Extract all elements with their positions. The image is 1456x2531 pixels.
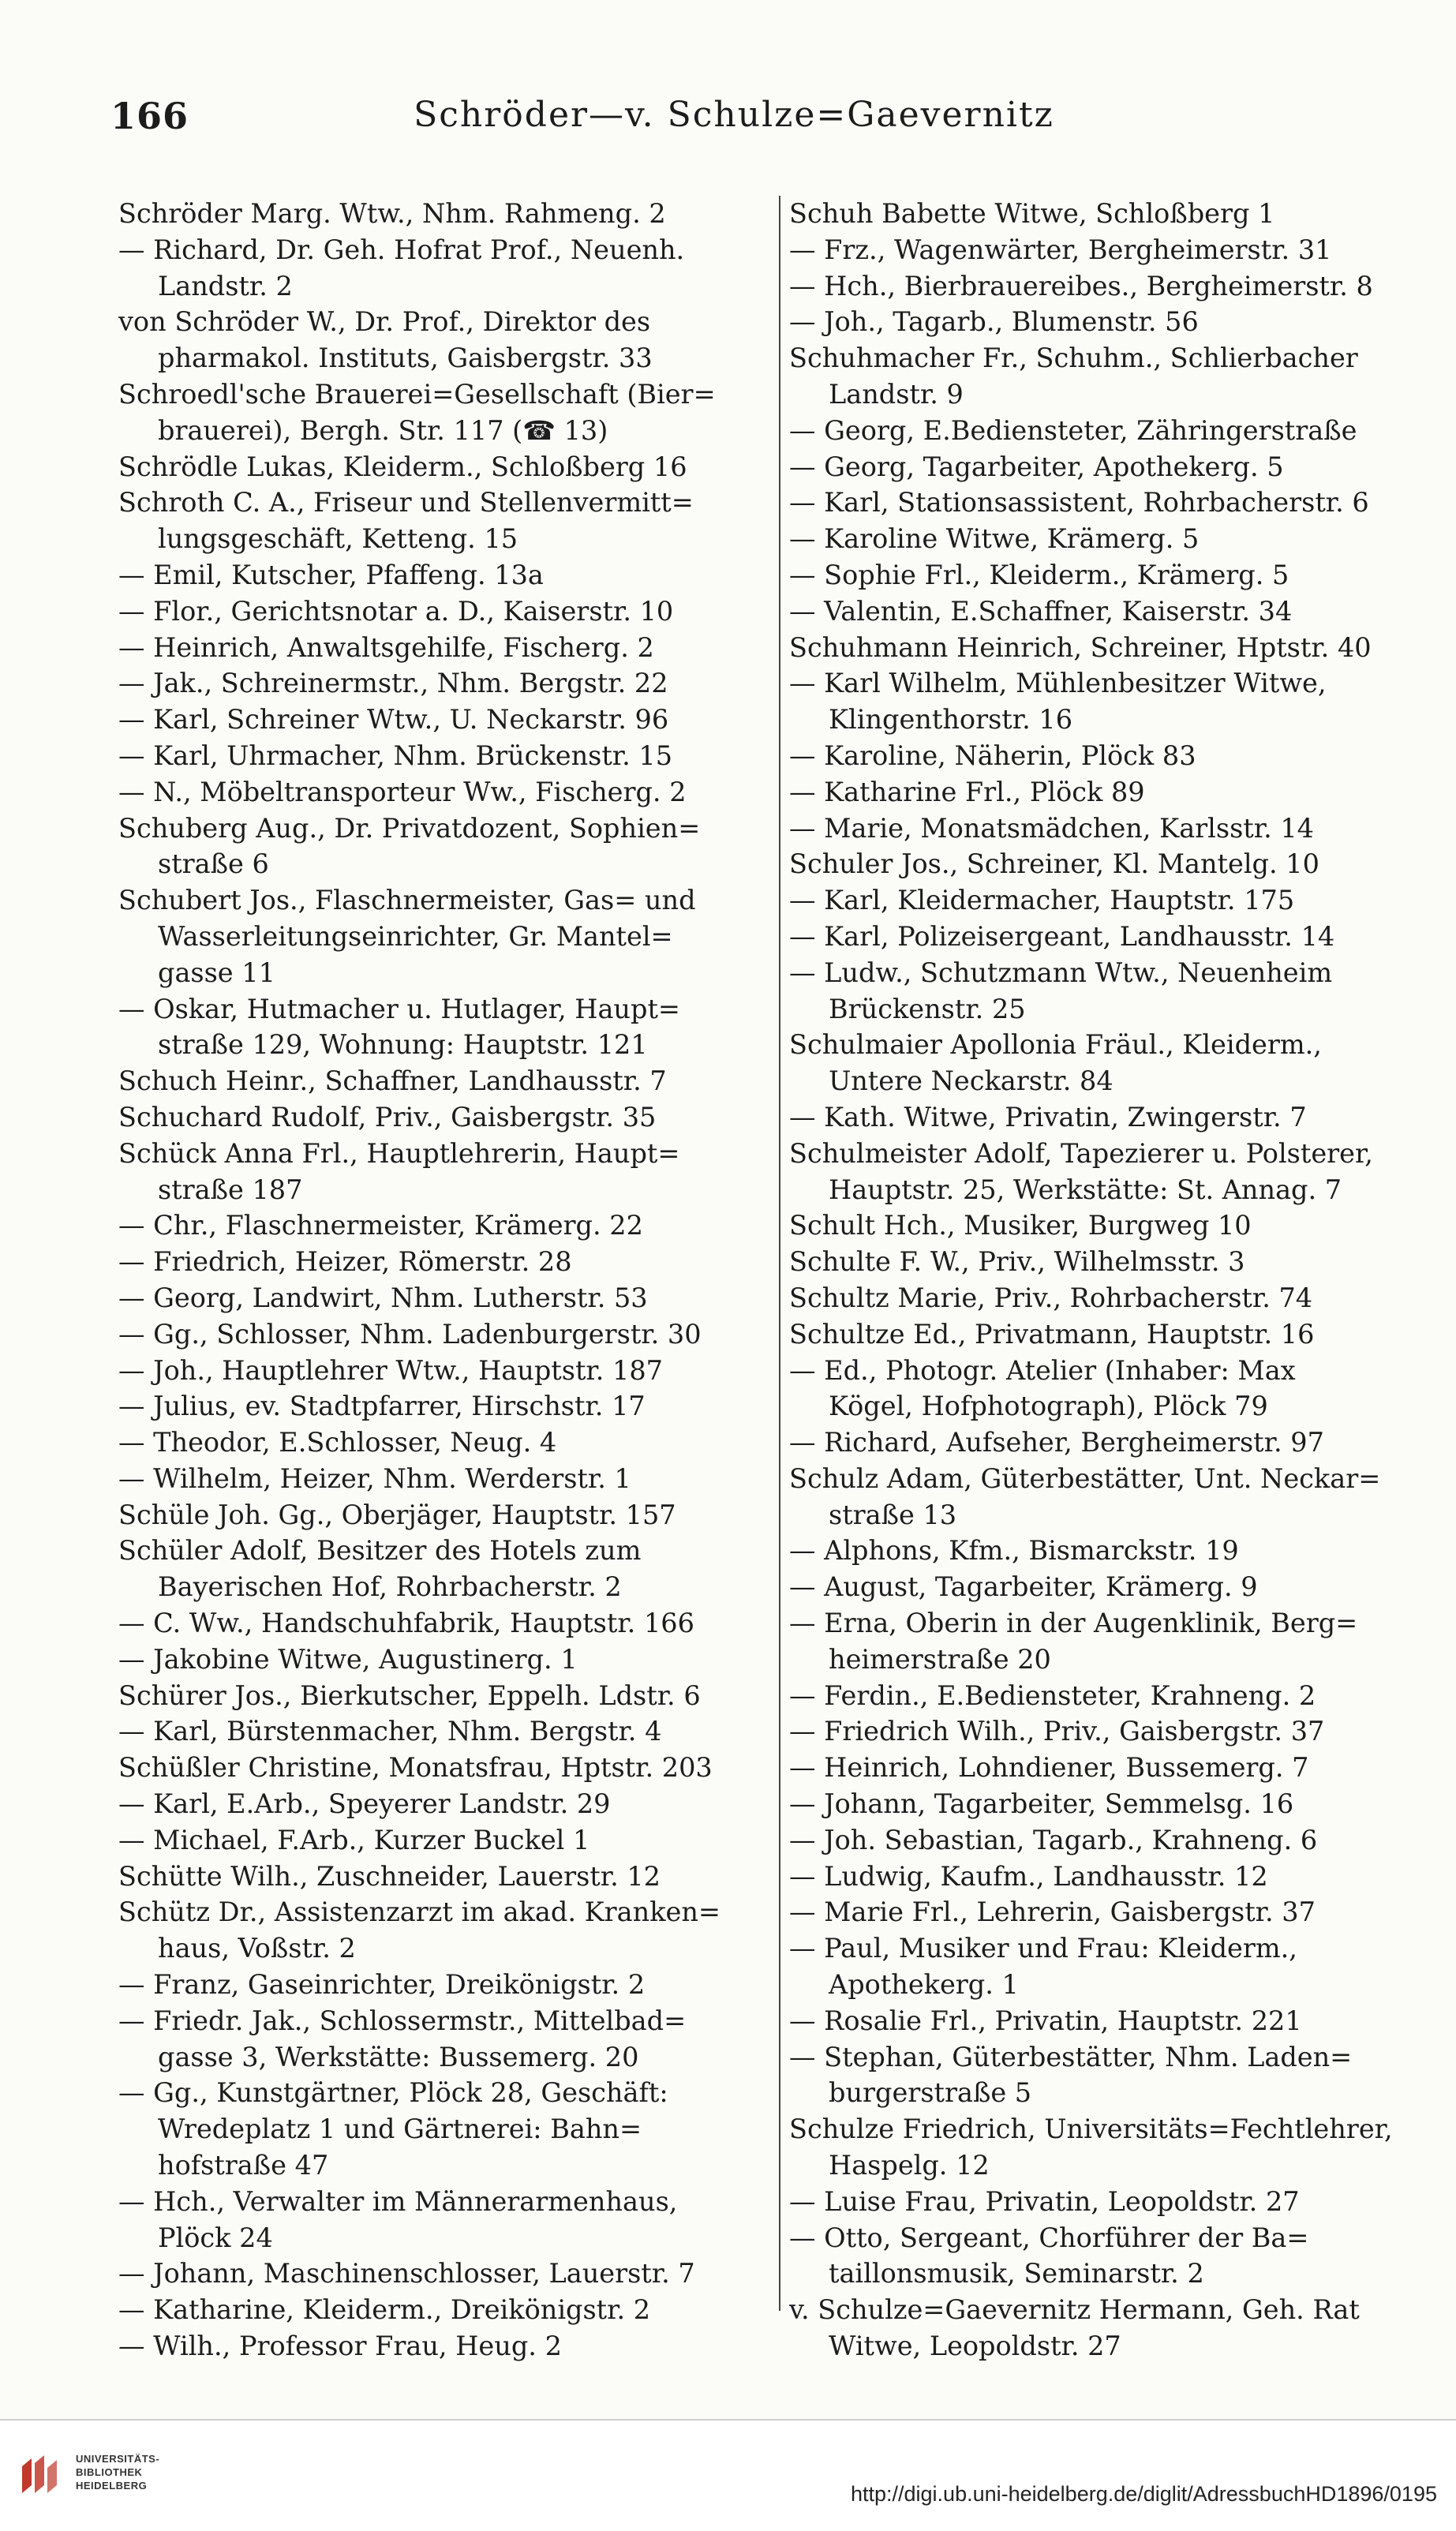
right-column [789, 196, 1417, 2364]
directory-entry-line: straße 6 [158, 848, 269, 880]
directory-entry-line: Witwe, Leopoldstr. 27 [829, 2331, 1121, 2362]
directory-entry-line: Wasserleitungseinrichter, Gr. Mantel= [158, 920, 673, 952]
directory-entry-line: — Jak., Schreinermstr., Nhm. Bergstr. 22 [118, 668, 668, 699]
directory-entry-line: — Rosalie Frl., Privatin, Hauptstr. 221 [789, 2005, 1302, 2036]
directory-entry-line: Schuh Babette Witwe, Schloßberg 1 [789, 198, 1275, 229]
directory-entry-line: burgerstraße 5 [829, 2077, 1032, 2109]
directory-entry-line: — Erna, Oberin in der Augenklinik, Berg= [789, 1608, 1358, 1639]
directory-entry-line: hofstraße 47 [158, 2150, 329, 2181]
directory-entry-line: — Oskar, Hutmacher u. Hutlager, Haupt= [118, 993, 680, 1024]
directory-entry-line: — Ludwig, Kaufm., Landhausstr. 12 [789, 1860, 1268, 1892]
directory-entry-line: Schroth C. A., Friseur und Stellenvermitt= [118, 487, 694, 519]
directory-entry-line: Landstr. 2 [158, 270, 293, 301]
directory-entry-line: Schütz Dr., Assistenzarzt im akad. Kranken= [118, 1896, 721, 1928]
directory-entry-line: — Julius, ev. Stadtpfarrer, Hirschstr. 17 [118, 1391, 646, 1422]
directory-entry-line: — Richard, Aufseher, Bergheimerstr. 97 [789, 1427, 1324, 1458]
left-column [118, 196, 773, 2364]
directory-entry-line: — C. Ww., Handschuhfabrik, Hauptstr. 166 [118, 1608, 694, 1639]
running-title: Schröder—v. Schulze=Gaevernitz [414, 95, 1054, 135]
directory-entry-line: Schultze Ed., Privatmann, Hauptstr. 16 [789, 1318, 1315, 1350]
library-logo-text [76, 2452, 159, 2492]
directory-entry-line: taillonsmusik, Seminarstr. 2 [829, 2258, 1204, 2290]
directory-entry-line: — Alphons, Kfm., Bismarckstr. 19 [789, 1535, 1239, 1567]
directory-entry-line: — Chr., Flaschnermeister, Krämerg. 22 [118, 1210, 643, 1241]
directory-entry-line: — Ferdin., E.Bediensteter, Krahneng. 2 [789, 1679, 1316, 1711]
directory-entry-line: — Gg., Kunstgärtner, Plöck 28, Geschäft: [118, 2077, 668, 2109]
directory-entry-line: — Gg., Schlosser, Nhm. Ladenburgerstr. 30 [118, 1318, 702, 1350]
directory-entry-line: straße 129, Wohnung: Hauptstr. 121 [158, 1029, 648, 1061]
directory-entry-line: — Katharine Frl., Plöck 89 [789, 776, 1145, 807]
directory-entry-line: von Schröder W., Dr. Prof., Direktor des [118, 306, 651, 338]
directory-entry-line: lungsgeschäft, Ketteng. 15 [158, 523, 518, 555]
directory-entry-line: Schüßler Christine, Monatsfrau, Hptstr. 203 [118, 1752, 713, 1784]
directory-entry-line: — Wilhelm, Heizer, Nhm. Werderstr. 1 [118, 1462, 631, 1494]
directory-entry-line: — Emil, Kutscher, Pfaffeng. 13a [118, 559, 544, 590]
directory-entry-line: — Richard, Dr. Geh. Hofrat Prof., Neuenh. [118, 234, 685, 265]
directory-entry-line: Schütte Wilh., Zuschneider, Lauerstr. 12 [118, 1860, 661, 1892]
directory-entry-line: — Franz, Gaseinrichter, Dreikönigstr. 2 [118, 1969, 646, 2001]
directory-entry-line: — Theodor, E.Schlosser, Neug. 4 [118, 1427, 557, 1458]
directory-entry-line: Schrödle Lukas, Kleiderm., Schloßberg 16 [118, 451, 687, 482]
directory-entry-line: Schürer Jos., Bierkutscher, Eppelh. Ldstr. 6 [118, 1679, 701, 1711]
directory-entry-line: — August, Tagarbeiter, Krämerg. 9 [789, 1571, 1258, 1603]
directory-entry-line: — Flor., Gerichtsnotar a. D., Kaiserstr. 10 [118, 595, 674, 627]
directory-entry-line: Kögel, Hofphotograph), Plöck 79 [829, 1391, 1268, 1422]
directory-entry-line: — Karoline, Näherin, Plöck 83 [789, 739, 1196, 771]
footer-bar [0, 2419, 1456, 2531]
directory-entry-line: — Heinrich, Anwaltsgehilfe, Fischerg. 2 [118, 631, 654, 663]
directory-entry-line: — Heinrich, Lohndiener, Bussemerg. 7 [789, 1752, 1309, 1784]
directory-entry-line: Schüle Joh. Gg., Oberjäger, Hauptstr. 157 [118, 1499, 676, 1530]
directory-entry-line: — Marie Frl., Lehrerin, Gaisbergstr. 37 [789, 1896, 1316, 1928]
directory-entry-line: — Karl Wilhelm, Mühlenbesitzer Witwe, [789, 668, 1327, 699]
directory-entry-line: Schüler Adolf, Besitzer des Hotels zum [118, 1535, 642, 1567]
directory-entry-line: — Johann, Maschinenschlosser, Lauerstr. 7 [118, 2258, 695, 2290]
directory-entry-line: Schult Hch., Musiker, Burgweg 10 [789, 1210, 1252, 1241]
directory-entry-line: Plöck 24 [158, 2222, 273, 2253]
directory-entry-line: Untere Neckarstr. 84 [829, 1065, 1114, 1097]
directory-entry-line: Schuch Heinr., Schaffner, Landhausstr. 7 [118, 1065, 667, 1097]
directory-entry-line: Schuberg Aug., Dr. Privatdozent, Sophien= [118, 812, 701, 844]
directory-entry-line: brauerei), Bergh. Str. 117 (☎ 13) [158, 414, 608, 446]
directory-entry-line: — Kath. Witwe, Privatin, Zwingerstr. 7 [789, 1101, 1307, 1133]
directory-entry-line: — Marie, Monatsmädchen, Karlsstr. 14 [789, 812, 1314, 844]
directory-entry-line: — Joh. Sebastian, Tagarb., Krahneng. 6 [789, 1824, 1318, 1855]
directory-entry-line: — Johann, Tagarbeiter, Semmelsg. 16 [789, 1788, 1294, 1820]
directory-entry-line: — Ed., Photogr. Atelier (Inhaber: Max [789, 1354, 1296, 1386]
directory-entry-line: Wredeplatz 1 und Gärtnerei: Bahn= [158, 2114, 642, 2145]
directory-entry-line: Schulz Adam, Güterbestätter, Unt. Neckar= [789, 1462, 1381, 1494]
directory-entry-line: — Luise Frau, Privatin, Leopoldstr. 27 [789, 2185, 1300, 2217]
directory-entry-line: — Friedrich Wilh., Priv., Gaisbergstr. 37 [789, 1716, 1325, 1747]
directory-entry-line: Schroedl'sche Brauerei=Gesellschaft (Bier= [118, 378, 716, 410]
directory-entry-line: Schultz Marie, Priv., Rohrbacherstr. 74 [789, 1282, 1313, 1313]
directory-entry-line: pharmakol. Instituts, Gaisbergstr. 33 [158, 343, 653, 374]
source-url-link[interactable]: http://digi.ub.uni-heidelberg.de/diglit/AdressbuchHD1896/0195 [850, 2482, 1437, 2506]
directory-entry-line: straße 187 [158, 1174, 303, 1205]
directory-entry-line: — Otto, Sergeant, Chorführer der Ba= [789, 2222, 1309, 2253]
directory-entry-line: — Sophie Frl., Kleiderm., Krämerg. 5 [789, 559, 1289, 590]
directory-entry-line: Brückenstr. 25 [829, 993, 1026, 1024]
page-header [110, 95, 1357, 158]
directory-entry-line: — Friedr. Jak., Schlossermstr., Mittelbad= [118, 2005, 687, 2036]
directory-entry-line: — Stephan, Güterbestätter, Nhm. Laden= [789, 2041, 1353, 2072]
directory-entry-line: gasse 11 [158, 957, 275, 988]
directory-entry-line: Schulmeister Adolf, Tapezierer u. Polsterer, [789, 1137, 1373, 1169]
directory-entry-line: — Karl, Kleidermacher, Hauptstr. 175 [789, 885, 1295, 916]
directory-entry-line: — Karl, Stationsassistent, Rohrbacherstr. 6 [789, 487, 1369, 519]
directory-entry-line: — Karl, Uhrmacher, Nhm. Brückenstr. 15 [118, 739, 673, 771]
directory-entry-line: heimerstraße 20 [829, 1643, 1051, 1675]
directory-entry-line: — Karl, Schreiner Wtw., U. Neckarstr. 96 [118, 704, 669, 736]
directory-entry-line: — Karoline Witwe, Krämerg. 5 [789, 523, 1200, 555]
directory-entry-line: Bayerischen Hof, Rohrbacherstr. 2 [158, 1571, 622, 1603]
directory-entry-line: — Frz., Wagenwärter, Bergheimerstr. 31 [789, 234, 1332, 265]
directory-entry-line: Schulmaier Apollonia Fräul., Kleiderm., [789, 1029, 1322, 1061]
library-logo-icon [14, 2451, 65, 2501]
directory-entry-line: — Ludw., Schutzmann Wtw., Neuenheim [789, 957, 1333, 988]
page-number: 166 [110, 95, 189, 137]
directory-entry-line: v. Schulze=Gaevernitz Hermann, Geh. Rat [789, 2294, 1360, 2326]
directory-entry-line: — Paul, Musiker und Frau: Kleiderm., [789, 1933, 1297, 1964]
directory-entry-line: — Karl, Polizeisergeant, Landhausstr. 14 [789, 920, 1335, 952]
directory-entry-line: Schuhmacher Fr., Schuhm., Schlierbacher [789, 343, 1358, 374]
directory-entry-line: — Katharine, Kleiderm., Dreikönigstr. 2 [118, 2294, 651, 2326]
directory-entry-line: — Joh., Tagarb., Blumenstr. 56 [789, 306, 1199, 338]
directory-entry-line: — Georg, Tagarbeiter, Apothekerg. 5 [789, 451, 1284, 482]
directory-entry-line: — Karl, E.Arb., Speyerer Landstr. 29 [118, 1788, 611, 1820]
directory-entry-line: Klingenthorstr. 16 [829, 704, 1073, 736]
directory-entry-line: Schück Anna Frl., Hauptlehrerin, Haupt= [118, 1137, 680, 1169]
directory-entry-line: Schubert Jos., Flaschnermeister, Gas= und [118, 885, 696, 916]
directory-entry-line: — N., Möbeltransporteur Ww., Fischerg. 2 [118, 776, 687, 807]
directory-entry-line: Landstr. 9 [829, 378, 964, 410]
directory-entry-line: — Joh., Hauptlehrer Wtw., Hauptstr. 187 [118, 1354, 663, 1386]
directory-entry-line: — Hch., Bierbrauereibes., Bergheimerstr. 8 [789, 270, 1373, 301]
logo-line: UNIVERSITÄTS- [76, 2453, 160, 2465]
directory-entry-line: Schulte F. W., Priv., Wilhelmsstr. 3 [789, 1246, 1245, 1278]
directory-entry-line: — Michael, F.Arb., Kurzer Buckel 1 [118, 1824, 590, 1855]
directory-entry-line: gasse 3, Werkstätte: Bussemerg. 20 [158, 2041, 639, 2072]
directory-entry-line: Schuhmann Heinrich, Schreiner, Hptstr. 40 [789, 631, 1372, 663]
directory-entry-line: — Jakobine Witwe, Augustinerg. 1 [118, 1643, 578, 1675]
logo-line: HEIDELBERG [76, 2480, 148, 2492]
directory-entry-line: haus, Voßstr. 2 [158, 1933, 356, 1964]
column-divider [779, 196, 780, 2311]
directory-entry-line: — Georg, Landwirt, Nhm. Lutherstr. 53 [118, 1282, 648, 1313]
directory-entry-line: straße 13 [829, 1499, 957, 1530]
directory-entry-line: Schuler Jos., Schreiner, Kl. Mantelg. 10 [789, 848, 1319, 880]
directory-entry-line: — Hch., Verwalter im Männerarmenhaus, [118, 2185, 678, 2217]
directory-entry-line: Haspelg. 12 [829, 2150, 990, 2181]
directory-entry-line: — Karl, Bürstenmacher, Nhm. Bergstr. 4 [118, 1716, 662, 1747]
directory-entry-line: Apothekerg. 1 [829, 1969, 1019, 2001]
directory-entry-line: Schuchard Rudolf, Priv., Gaisbergstr. 35 [118, 1101, 657, 1133]
directory-entry-line: — Valentin, E.Schaffner, Kaiserstr. 34 [789, 595, 1293, 627]
directory-entry-line: Schulze Friedrich, Universitäts=Fechtlehrer, [789, 2114, 1393, 2145]
directory-entry-line: — Friedrich, Heizer, Römerstr. 28 [118, 1246, 572, 1278]
directory-entry-line: Hauptstr. 25, Werkstätte: St. Annag. 7 [829, 1174, 1342, 1205]
logo-line: BIBLIOTHEK [76, 2466, 143, 2478]
directory-entry-line: — Wilh., Professor Frau, Heug. 2 [118, 2331, 562, 2362]
directory-entry-line: — Georg, E.Bediensteter, Zähringerstraße [789, 414, 1357, 446]
directory-entry-line: Schröder Marg. Wtw., Nhm. Rahmeng. 2 [118, 198, 666, 229]
